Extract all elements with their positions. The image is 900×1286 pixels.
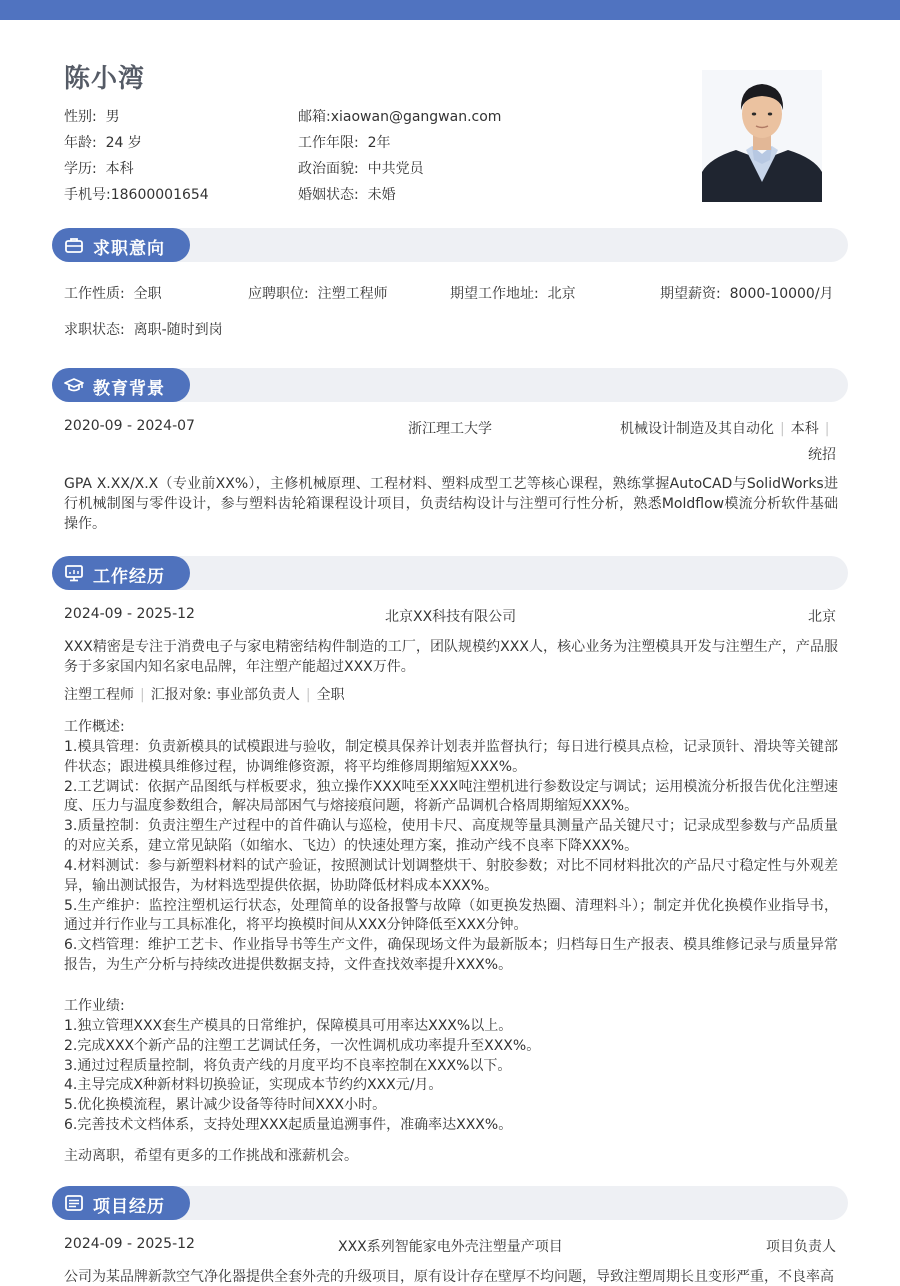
section-header-project <box>52 1186 848 1220</box>
phone-row <box>64 184 209 204</box>
education-major-line <box>620 418 835 438</box>
result-item: 6.完善技术文档体系，支持处理XXX起质量追溯事件，准确率达XXX%。 <box>64 1117 513 1134</box>
divider: | <box>140 687 145 703</box>
list-icon <box>64 1194 84 1212</box>
education-degree: 本科 <box>790 421 819 437</box>
section-pill-work <box>52 556 190 590</box>
project-period: 2024-09 - 2025-12 <box>64 1236 195 1252</box>
intent-location <box>450 283 576 303</box>
section-title-intent: 求职意向 <box>93 239 165 259</box>
gender-label: 性别: <box>64 109 97 125</box>
result-item: 1.独立管理XXX套生产模具的日常维护，保障模具可用率达XXX%以上。 <box>64 1017 513 1034</box>
section-header-work <box>52 556 848 590</box>
work-leave-reason: 主动离职，希望有更多的工作挑战和涨薪机会。 <box>64 1148 358 1164</box>
politics-value: 中共党员 <box>367 161 424 177</box>
email-row <box>298 106 501 126</box>
result-item: 4.主导完成X种新材料切换验证，实现成本节约约XXX元/月。 <box>64 1077 443 1094</box>
work-overview-title: 工作概述: <box>64 719 125 735</box>
section-title-project: 项目经历 <box>93 1197 165 1217</box>
intent-status-value: 离职-随时到岗 <box>133 322 223 338</box>
work-role-line <box>64 684 345 704</box>
education-major: 机械设计制造及其自动化 <box>620 421 774 437</box>
work-city: 北京 <box>808 609 836 625</box>
project-role: 项目负责人 <box>766 1239 836 1255</box>
intent-status-label: 求职状态: <box>64 322 125 338</box>
intent-location-value: 北京 <box>547 286 576 302</box>
graduation-cap-icon <box>64 376 84 394</box>
section-header-education <box>52 368 848 402</box>
work-results-title: 工作业绩: <box>64 998 125 1014</box>
education-label: 学历: <box>64 161 97 177</box>
section-pill-education <box>52 368 190 402</box>
education-row <box>64 158 134 178</box>
section-title-work: 工作经历 <box>93 567 165 587</box>
education-mode: 统招 <box>808 447 836 463</box>
top-accent-band <box>0 0 900 20</box>
intent-salary <box>660 283 834 303</box>
intent-type <box>64 283 162 303</box>
section-pill-intent <box>52 228 190 262</box>
section-pill-project <box>52 1186 190 1220</box>
education-description: GPA X.XX/X.X（专业前XX%），主修机械原理、工程材料、塑料成型工艺等核心课程，熟练掌握AutoCAD与SolidWorks进行机械制图与零件设计，参与塑料齿轮箱课程设计项目，负责结构设计与注塑可行性分析，熟悉Moldflow模流分析软件基础操作。 <box>64 476 838 532</box>
work-results <box>64 997 838 1136</box>
project-description: 公司为某品牌新款空气净化器提供全套外壳的升级项目，原有设计存在壁厚不均问题，导致注塑周期长且变形严重，不良率高 <box>64 1269 834 1285</box>
intent-position-value: 注塑工程师 <box>317 286 388 302</box>
result-item: 2.完成XXX个新产品的注塑工艺调试任务，一次性调机成功率提升至XXX%。 <box>64 1037 541 1054</box>
duty-item: 3.质量控制：负责注塑生产过程中的首件确认与巡检，使用卡尺、高度规等量具测量产品关键尺寸；记录成型参数与产品质量的对应关系，建立常见缺陷（如缩水、飞边）的快速处理方案，推动产线不良率下降XXX%。 <box>64 818 838 855</box>
duty-item: 2.工艺调试：依据产品图纸与样板要求，独立操作XXX吨至XXX吨注塑机进行参数设定与调试；运用模流分析报告优化注塑速度、压力与温度参数组合，解决局部困气与熔接痕问题，将新产品调机合格周期缩短XXX%。 <box>64 778 838 815</box>
intent-status <box>64 319 223 339</box>
intent-salary-value: 8000-10000/月 <box>729 286 834 302</box>
briefcase-icon <box>64 236 84 254</box>
education-school: 浙江理工大学 <box>408 421 492 437</box>
education-period: 2020-09 - 2024-07 <box>64 418 195 434</box>
age-row <box>64 132 142 152</box>
phone-label: 手机号: <box>64 187 111 203</box>
marital-label: 婚姻状态: <box>298 187 359 203</box>
age-value: 24 岁 <box>105 135 142 151</box>
section-header-intent <box>52 228 848 262</box>
intent-type-label: 工作性质: <box>64 286 125 302</box>
age-label: 年龄: <box>64 135 97 151</box>
intent-location-label: 期望工作地址: <box>450 286 539 302</box>
work-job-type: 全职 <box>316 687 345 703</box>
education-value: 本科 <box>105 161 134 177</box>
politics-label: 政治面貌: <box>298 161 359 177</box>
marital-row <box>298 184 396 204</box>
profile-photo <box>702 70 822 202</box>
duty-item: 4.材料测试：参与新塑料材料的试产验证，按照测试计划调整烘干、射胶参数；对比不同材料批次的产品尺寸稳定性与外观差异，输出测试报告，为材料选型提供依据，协助降低材料成本XXX%。 <box>64 857 838 894</box>
work-period: 2024-09 - 2025-12 <box>64 606 195 622</box>
marital-value: 未婚 <box>367 187 396 203</box>
divider: | <box>824 421 830 437</box>
phone-value: 18600001654 <box>110 187 209 203</box>
monitor-icon <box>64 564 84 582</box>
years-row <box>298 132 391 152</box>
work-report-to: 汇报对象: 事业部负责人 <box>150 687 300 703</box>
divider: | <box>305 687 311 703</box>
gender-value: 男 <box>105 109 120 125</box>
intent-position <box>248 283 388 303</box>
email-value: xiaowan@gangwan.com <box>330 109 502 125</box>
result-item: 5.优化换模流程，累计减少设备等待时间XXX小时。 <box>64 1097 387 1114</box>
work-company: 北京XX科技有限公司 <box>385 609 517 625</box>
work-role: 注塑工程师 <box>64 687 134 703</box>
years-label: 工作年限: <box>298 135 359 151</box>
work-overview <box>64 718 838 976</box>
work-company-description: XXX精密是专注于消费电子与家电精密结构件制造的工厂，团队规模约XXX人，核心业务为注塑模具开发与注塑生产，产品服务于多家国内知名家电品牌，年注塑产能超过XXX万件。 <box>64 639 838 675</box>
intent-type-value: 全职 <box>133 286 162 302</box>
email-label: 邮箱: <box>298 109 331 125</box>
duty-item: 5.生产维护：监控注塑机运行状态，处理简单的设备报警与故障（如更换发热圈、清理料斗）；制定并优化换模作业指导书，通过并行作业与工具标准化，将平均换模时间从XXX分钟降低至XXX分钟。 <box>64 897 838 934</box>
candidate-name: 陈小湾 <box>64 64 146 94</box>
years-value: 2年 <box>367 135 391 151</box>
duty-item: 1.模具管理：负责新模具的试模跟进与验收，制定模具保养计划表并监督执行；每日进行模具点检，记录顶针、滑块等关键部件状态；跟进模具维修过程，协调维修资源，将平均维修周期缩短XXX%。 <box>64 738 838 775</box>
divider: | <box>780 421 785 437</box>
result-item: 3.通过过程质量控制，将负责产线的月度平均不良率控制在XXX%以下。 <box>64 1057 512 1074</box>
gender-row <box>64 106 120 126</box>
politics-row <box>298 158 424 178</box>
intent-salary-label: 期望薪资: <box>660 286 721 302</box>
intent-position-label: 应聘职位: <box>248 286 309 302</box>
project-name: XXX系列智能家电外壳注塑量产项目 <box>338 1239 563 1255</box>
duty-item: 6.文档管理：维护工艺卡、作业指导书等生产文件，确保现场文件为最新版本；归档每日生产报表、模具维修记录与质量异常报告，为生产分析与持续改进提供数据支持，文件查找效率提升XXX%。 <box>64 937 838 974</box>
section-title-education: 教育背景 <box>93 379 165 399</box>
